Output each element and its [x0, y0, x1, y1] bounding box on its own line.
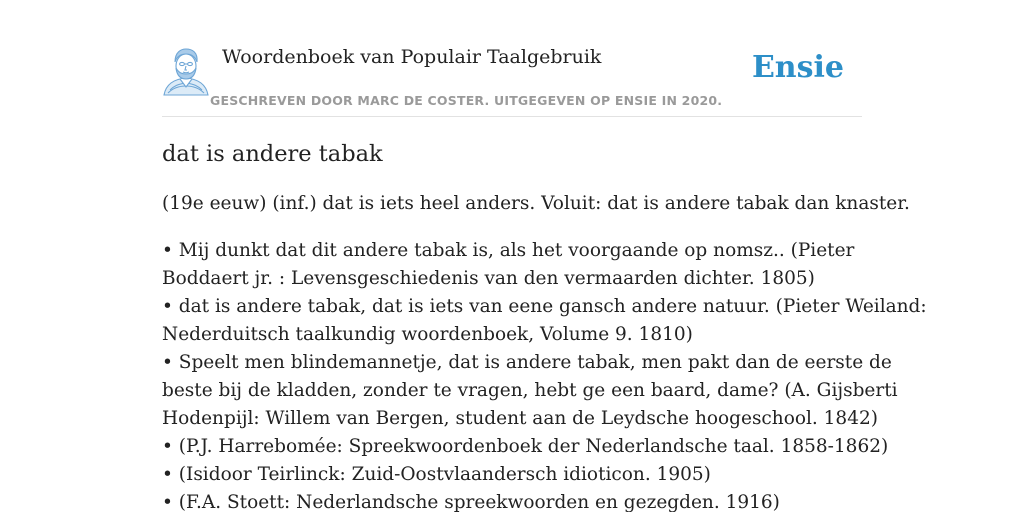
citation-line: Nederduitsch taalkundig woordenboek, Volume 9. 1810) [162, 324, 693, 345]
entry-content [162, 138, 927, 512]
entry-definition: (19e eeuw) (inf.) dat is iets heel anders. Voluit: dat is andere tabak dan knaster. [162, 193, 910, 214]
author-byline: GESCHREVEN DOOR MARC DE COSTER. UITGEGEVEN OP ENSIE IN 2020. [210, 93, 723, 108]
citation-item [162, 349, 898, 433]
citation-item [162, 489, 862, 512]
citation-line: • (F.A. Stoett: Nederlandsche spreekwoorden en gezegden. 1916) [162, 492, 780, 512]
citation-item [162, 461, 862, 489]
citation-item [162, 237, 862, 293]
entry-term: dat is andere tabak [162, 141, 383, 167]
citation-line: Hodenpijl: Willem van Bergen, student aan de Leydsche hoogeschool. 1842) [162, 408, 878, 429]
author-portrait-icon[interactable] [162, 46, 210, 96]
citation-item [162, 293, 927, 349]
dictionary-title[interactable]: Woordenboek van Populair Taalgebruik [222, 46, 602, 68]
citation-line: • Mij dunkt dat dit andere tabak is, als het voorgaande op nomsz.. (Pieter [162, 240, 855, 261]
citation-line: beste bij de kladden, zonder te vragen, hebt ge een baard, dame? (A. Gijsberti [162, 380, 898, 401]
citation-line: • (P.J. Harrebomée: Spreekwoordenboek der Nederlandsche taal. 1858-1862) [162, 436, 889, 457]
citation-line: • Speelt men blindemannetje, dat is andere tabak, men pakt dan de eerste de [162, 352, 892, 373]
citation-item [162, 433, 889, 461]
citation-list [162, 237, 927, 512]
citation-line: Boddaert jr. : Levensgeschiedenis van den vermaarden dichter. 1805) [162, 268, 815, 289]
dictionary-header [162, 40, 862, 117]
citation-line: • dat is andere tabak, dat is iets van eene gansch andere natuur. (Pieter Weiland: [162, 296, 927, 317]
citation-line: • (Isidoor Teirlinck: Zuid-Oostvlaandersch idioticon. 1905) [162, 464, 711, 485]
ensie-logo-link[interactable]: Ensie [751, 50, 844, 85]
